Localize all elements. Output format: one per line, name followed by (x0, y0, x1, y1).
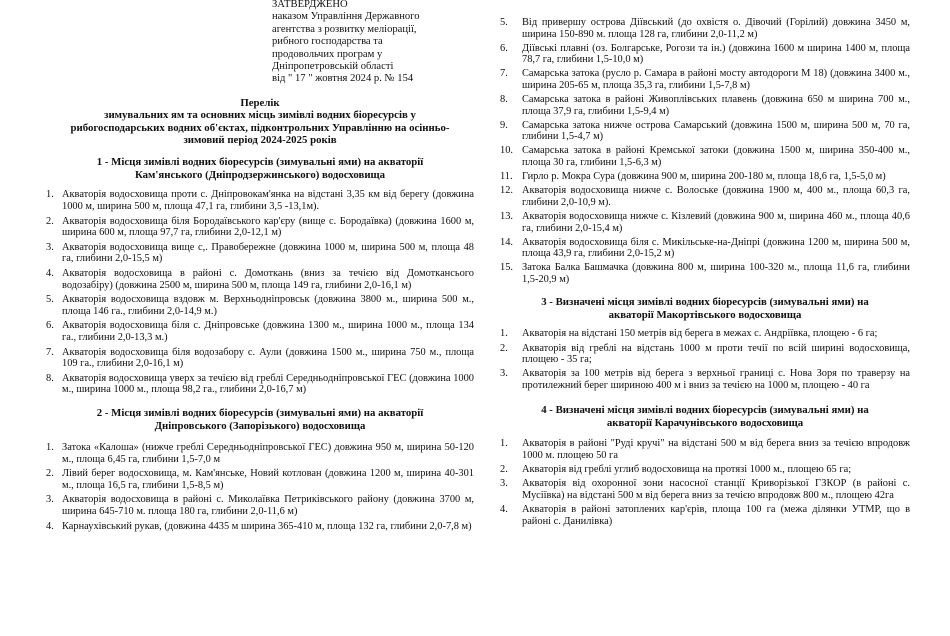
item-number: 9 . (500, 120, 508, 132)
item-number: 6 . (46, 320, 54, 332)
item-text: Акваторія в районі "Руді кручі" на відстані 500 м від берега вниз за течією впродовж 1000 м. площею 50 га (522, 438, 910, 462)
item-text: Акваторія водосховища в районі с. Домоткань (вниз за течією від Домоткансього водозабіру) (довжина 2500 м, ширина 500 м, площа 149 га, глибини 2,0-16,1 м) (62, 268, 474, 291)
item-text: Діївські плавні (оз. Болгарське, Рогози та ін.) (довжина 1600 м ширина 1400 м, площа 78,7 га, глибини 1,5-10,0 м) (522, 42, 910, 66)
list-item (500, 328, 910, 340)
list-item (46, 189, 474, 212)
item-text: Гирло р. Мокра Сура (довжина 900 м, ширина 200-180 м, площа 18,6 га, 1,5-5,0 м) (522, 171, 886, 183)
section-heading-line: 2 - Місця зимівлі водних біоресурсів (зимувальні ями) на акваторії (96, 406, 424, 419)
section-2-list (46, 442, 474, 532)
list-item (500, 145, 910, 168)
item-number: 1 . (46, 442, 54, 454)
item-number: 2 . (46, 468, 54, 480)
section-2-list-continued (500, 17, 910, 285)
item-number: 2 . (46, 216, 54, 228)
section-4-heading (500, 404, 910, 430)
item-number: 4 . (500, 504, 508, 516)
item-text: Карнаухівський рукав, (довжина 4435 м ширина 365-410 м, площа 132 га, глибини 2,0-7,8 м) (62, 520, 472, 532)
list-item (500, 43, 910, 66)
list-item (500, 17, 910, 40)
list-item (46, 320, 474, 343)
item-text: Самарська затока в районі Живоплівських плавень (довжина 650 м ширина 700 м., площа 37,9 га, глибини 1,5-9,4 м) (522, 94, 910, 117)
item-number: 5 . (46, 294, 54, 306)
section-4-list (500, 438, 910, 527)
item-text: Акваторія водосховища нижче с. Волоське (довжина 1900 м, 400 м., площа 60,3 га, глибини 2,0-10,9 м). (522, 185, 910, 208)
approval-line: агентства з розвитку меліорації, (272, 23, 417, 35)
item-number: 1 . (500, 438, 508, 450)
approval-line: наказом Управління Державного (272, 11, 420, 23)
item-text: Акваторія водосховища нижче с. Кізлевий (довжина 900 м, ширина 460 м., площа 40,6 га, глибини 2,0-15,4 м) (522, 210, 910, 234)
item-number: 13 . (500, 211, 513, 223)
item-text: Акваторія на відстані 150 метрів від берега в межах с. Андріївка, площею - 6 га; (522, 328, 878, 340)
approval-stamp (272, 0, 474, 86)
section-heading-line: 1 - Місця зимівлі водних біоресурсів (зимувальні ями) на акваторії (96, 156, 424, 169)
item-number: 12 . (500, 185, 513, 197)
approval-line: Дніпропетровській області (272, 61, 394, 73)
list-item (500, 211, 910, 234)
item-text: Акваторія за 100 метрів від берега з верхньої границі с. Нова Зоря по траверзу на протилежний берег шириною 400 м і вниз за течією на 1000 м, площею - 40 га (522, 368, 910, 391)
section-heading-line: акваторії Макортівського водосховища (608, 309, 802, 322)
list-item (500, 237, 910, 260)
item-text: Акваторія водосховища проти с. Дніпровокам'янка на відстані 3,35 км від берегу (довжина 1000 м, ширина 500 м, площа 47,1 га, глибини 3,5 -13,1м). (62, 189, 474, 213)
list-item (500, 343, 910, 366)
item-text: Акваторія водосховища біля Бородаївського кар'єру (вище с. Бородаївка) (довжина 1600 м, ширина 600 м, площа 97,7 га, глибини 2,0-12,1 м) (62, 215, 474, 239)
item-number: 7 . (500, 68, 508, 80)
list-item (46, 294, 474, 317)
document-title (46, 97, 474, 147)
item-number: 3 . (500, 478, 508, 490)
item-text: Акваторія водосховища уверх за течією від греблі Середньодніпровської ГЕС (довжина 1000 м., ширина 1000 м., площа 98,2 га., глибини 2,0-16,7 м) (62, 372, 474, 396)
item-number: 6 . (500, 43, 508, 55)
list-item (500, 171, 910, 183)
list-item (46, 242, 474, 265)
list-item (46, 347, 474, 370)
section-1-heading (46, 156, 474, 182)
left-column (46, 0, 474, 535)
item-text: Акваторія від охоронної зони насосної станції Криворізької ГЗКОР (в районі с. Мусіївка) на відстані 500 м від берега вниз за течією впродовж 800 м., площею 42га (522, 478, 910, 501)
item-number: 1 . (46, 189, 54, 201)
item-text: Акваторія водосховища вище с,. Правобережне (довжина 1000 м, ширина 500 м, площа 48 га, глибини 2,0-15,5 м) (62, 241, 474, 265)
approval-line: від " 17 " жовтня 2024 р. № 154 (272, 73, 414, 85)
title-line: рибогосподарських водних об'єктах, підконтрольних Управлінню на осінньо- (70, 121, 450, 134)
list-item (500, 464, 910, 476)
title-line: Перелік (240, 96, 280, 109)
section-1-list (46, 189, 474, 396)
section-heading-line: Дніпровського (Запорізького) водосховища (154, 419, 366, 432)
approval-line: ЗАТВЕРДЖЕНО (272, 0, 348, 10)
section-3-heading (500, 296, 910, 322)
item-number: 1 . (500, 328, 508, 340)
item-number: 5 . (500, 17, 508, 29)
list-item (500, 68, 910, 91)
list-item (500, 504, 910, 527)
item-number: 14 . (500, 237, 513, 249)
list-item (46, 442, 474, 465)
list-item (500, 368, 910, 391)
item-text: Самарська затока в районі Кремської затоки (довжина 1500 м, ширина 350-400 м., площа 30 га, глибини 1,5-6,3 м) (522, 145, 910, 169)
right-column (500, 17, 910, 530)
list-item (46, 468, 474, 491)
item-number: 10 . (500, 145, 513, 157)
section-3-list (500, 328, 910, 391)
approval-line: продовольчих програм у (272, 48, 383, 60)
section-heading-line: 4 - Визначені місця зимівлі водних біоресурсів (зимувальні ями) на (541, 404, 869, 417)
section-heading-line: 3 - Визначені місця зимівлі водних біоресурсів (зимувальні ями) на (541, 296, 869, 309)
title-line: зимувальних ям та основних місць зимівлі водних біоресурсів у (104, 109, 416, 122)
list-item (500, 94, 910, 117)
section-2-heading (46, 407, 474, 433)
item-text: Затока Балка Башмачка (довжина 800 м, ширина 100-320 м., площа 11,6 га, глибини 1,5-20,9 м) (522, 262, 910, 285)
item-number: 11 . (500, 171, 513, 183)
item-text: Акваторія водосховища вздовж м. Верхньодніпровськ (довжина 3800 м., ширина 500 м., площа 146 га., глибини 2,0-14,9 м.) (62, 294, 474, 317)
item-number: 2 . (500, 464, 508, 476)
item-number: 8 . (500, 94, 508, 106)
title-line: зимовий період 2024-2025 років (183, 134, 337, 147)
item-text: Від привершу острова Діївський (до охвістя о. Дівочий (Горілий) довжина 3450 м, ширина 150-890 м. площа 128 га, глибини 2,0-11,2 м) (522, 17, 910, 40)
item-number: 4 . (46, 268, 54, 280)
approval-line: рибного господарства та (272, 36, 383, 48)
item-text: Акваторія водосховища біля водозабору с. Аули (довжина 1500 м., ширина 750 м., площа 109 га., глибини 2,0-16,1 м) (62, 346, 474, 370)
list-item (500, 185, 910, 208)
item-text: Самарська затока нижче острова Самарський (довжина 1500 м, ширина 500 м, 70 га, глибини 1,5-4,7 м) (522, 119, 910, 143)
item-number: 7 . (46, 347, 54, 359)
item-number: 15 . (500, 262, 513, 274)
list-item (500, 478, 910, 501)
item-number: 4 . (46, 521, 54, 533)
list-item (46, 373, 474, 396)
list-item (46, 268, 474, 291)
item-text: Лівий берег водосховища, м. Кам'янське, Новий котлован (довжина 1200 м, ширина 40-301 м., площа 16,5 га, глибини 1,5-8,5 м) (62, 468, 474, 491)
item-text: Акваторія від греблі углиб водосховища на протязі 1000 м., площею 65 га; (522, 464, 852, 476)
item-text: Затока «Калоша» (нижче греблі Середньодніпровської ГЕС) довжина 950 м, ширина 50-120 м., площа 6,45 га, глибини 1,5-7,0 м (62, 441, 474, 465)
list-item (500, 438, 910, 461)
item-text: Самарська затока (русло р. Самара в районі мосту автодороги М 18) (довжина 3400 м., ширина 205-65 м, площа 35,3 га, глибини 1,5-7,8 м) (522, 68, 910, 91)
item-text: Акваторія водосховища біля с. Дніпровське (довжина 1300 м., ширина 1000 м., площа 134 га., глибини 2,0-13,3 м.) (62, 320, 474, 343)
list-item (500, 120, 910, 143)
item-text: Акваторія в районі затоплених кар'єрів, площа 100 га (межа ділянки УТМР, що в районі с. Данилівка) (522, 503, 910, 527)
list-item (500, 262, 910, 285)
item-text: Акваторія водосховища біля с. Микільське-на-Дніпрі (довжина 1200 м, ширина 500 м, площа 43,9 га, глибини 2,0-15,2 м) (522, 236, 910, 260)
section-heading-line: Кам'янського (Дніпродзержинського) водосховища (134, 169, 386, 182)
item-text: Акваторія водосховища в районі с. Миколаївка Петриківського району (довжина 3700 м, ширина 645-710 м. площа 180 га, глибини 2,0-11,6 м) (62, 494, 474, 517)
list-item (46, 521, 474, 533)
list-item (46, 216, 474, 239)
list-item (46, 494, 474, 517)
item-number: 2 . (500, 343, 508, 355)
item-number: 3 . (500, 368, 508, 380)
item-number: 8 . (46, 373, 54, 385)
section-heading-line: акваторії Карачунівського водосховища (606, 417, 804, 430)
item-number: 3 . (46, 242, 54, 254)
item-number: 3 . (46, 494, 54, 506)
item-text: Акваторія від греблі на відстань 1000 м проти течії по всій ширині водосховища, площею - 35 га; (522, 342, 910, 366)
